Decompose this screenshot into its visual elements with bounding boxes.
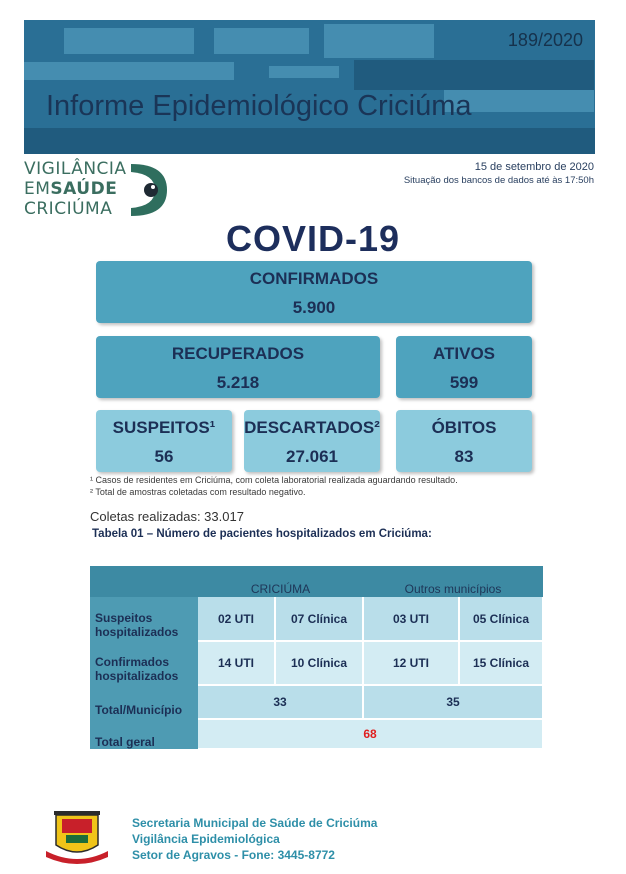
db-status: Situação dos bancos de dados até às 17:50h <box>403 175 594 186</box>
logo-saude: SAÚDE <box>50 179 118 199</box>
obitos-label: ÓBITOS <box>431 418 497 437</box>
total-outros: 35 <box>363 685 543 719</box>
row-label-total-municipio: Total/Município <box>90 685 198 719</box>
ativos-value: 599 <box>449 373 479 392</box>
cell: 12 UTI <box>363 641 459 685</box>
card-confirmados <box>96 261 532 323</box>
logo-line-2 <box>24 180 117 199</box>
logo-line-3: CRICIÚMA <box>24 199 113 219</box>
cell: 10 Clínica <box>275 641 363 685</box>
row-label-total-geral: Total geral <box>90 719 198 749</box>
cell: 07 Clínica <box>275 597 363 641</box>
descartados-label: DESCARTADOS² <box>244 418 380 437</box>
main-title: COVID-19 <box>225 218 401 259</box>
table-row <box>90 597 543 641</box>
ativos-label: ATIVOS <box>432 344 496 363</box>
total-geral-value: 68 <box>198 719 543 749</box>
cell: 05 Clínica <box>459 597 543 641</box>
table-row <box>90 641 543 685</box>
card-descartados <box>244 410 380 472</box>
recuperados-value: 5.218 <box>216 373 260 392</box>
cell: 03 UTI <box>363 597 459 641</box>
table-row-total-geral <box>90 719 543 749</box>
card-recuperados <box>96 336 380 398</box>
page-title: Informe Epidemiológico Criciúma <box>46 90 472 122</box>
logo-em: EM <box>24 179 51 199</box>
total-criciuma: 33 <box>198 685 363 719</box>
cell: 15 Clínica <box>459 641 543 685</box>
suspeitos-label: SUSPEITOS¹ <box>112 418 216 437</box>
card-suspeitos <box>96 410 232 472</box>
logo-eye-icon <box>129 162 169 218</box>
table-row-total-municipio <box>90 685 543 719</box>
footer-vigilancia: Vigilância Epidemiológica <box>132 832 280 846</box>
table-caption: Tabela 01 – Número de pacientes hospitalizados em Criciúma: <box>92 528 432 540</box>
issue-number: 189/2020 <box>507 30 583 50</box>
header-empty <box>90 566 198 597</box>
footer-contact <box>132 815 377 863</box>
confirmados-value: 5.900 <box>292 298 336 317</box>
vigilancia-logo <box>24 160 174 222</box>
footer-secretaria: Secretaria Municipal de Saúde de Criciúma <box>132 816 378 830</box>
footer-setor: Setor de Agravos - Fone: 3445-8772 <box>132 848 335 862</box>
card-ativos <box>396 336 532 398</box>
table-header-row <box>90 566 543 597</box>
report-date-block <box>404 160 594 188</box>
confirmados-label: CONFIRMADOS <box>249 269 379 288</box>
cell: 02 UTI <box>198 597 275 641</box>
obitos-value: 83 <box>454 447 474 466</box>
header-banner <box>24 20 595 154</box>
footnote-1: ¹ Casos de residentes em Criciúma, com coleta laboratorial realizada aguardando resultado. <box>90 475 458 485</box>
header-outros-municipios: Outros municípios <box>363 566 543 597</box>
row-label-confirmados: Confirmados hospitalizados <box>90 641 198 685</box>
recuperados-label: RECUPERADOS <box>171 344 305 363</box>
municipal-seal-icon <box>42 805 112 865</box>
hospitalized-table <box>90 566 544 750</box>
suspeitos-value: 56 <box>154 447 174 466</box>
footnote-2: ² Total de amostras coletadas com resultado negativo. <box>90 487 306 497</box>
report-date: 15 de setembro de 2020 <box>474 161 594 173</box>
card-obitos <box>396 410 532 472</box>
footnotes <box>90 474 458 498</box>
logo-line-1: VIGILÂNCIA <box>24 159 127 179</box>
descartados-value: 27.061 <box>286 447 338 466</box>
coletas-realizadas: Coletas realizadas: 33.017 <box>90 509 244 524</box>
cell: 14 UTI <box>198 641 275 685</box>
header-criciuma: CRICIÚMA <box>198 566 363 597</box>
row-label-suspeitos: Suspeitos hospitalizados <box>90 597 198 641</box>
